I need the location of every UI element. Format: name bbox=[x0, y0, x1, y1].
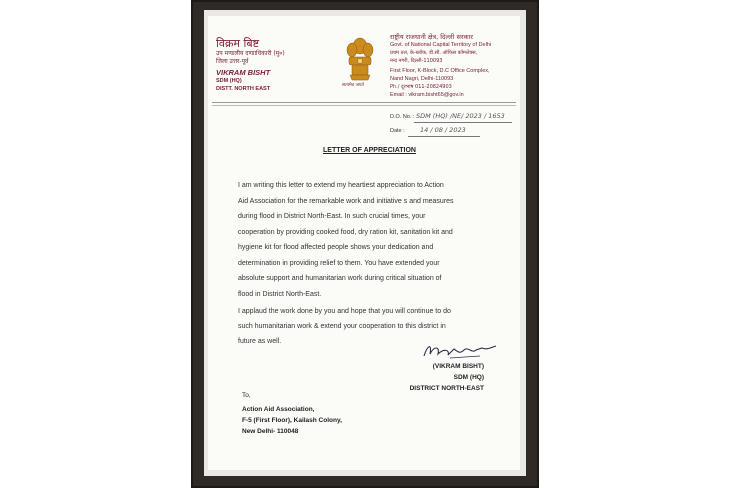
address-line1: First Floor, K-Block, D.C Office Complex, bbox=[390, 68, 490, 74]
do-number-value: SDM (HQ) /NE/ 2023 / 1653 bbox=[416, 112, 505, 120]
sender-name: VIKRAM BISHT bbox=[216, 68, 271, 77]
email: Email : vikram.bisht65@gov.in bbox=[390, 92, 464, 98]
body-line: during flood in District North-East. In such crucial times, your bbox=[238, 213, 426, 220]
date-value: 14 / 08 / 2023 bbox=[420, 126, 466, 134]
body-line: determination in providing relief to them. You have extended your bbox=[238, 260, 440, 267]
body-line: I am writing this letter to extend my heartiest appreciation to Action bbox=[238, 182, 444, 189]
body-line: cooperation by providing cooked food, dry ration kit, sanitation kit and bbox=[238, 229, 453, 236]
header-divider-secondary bbox=[212, 105, 516, 106]
sender-district: DISTT. NORTH EAST bbox=[216, 86, 271, 92]
body-line: such humanitarian work & extend your cooperation to this district in bbox=[238, 323, 446, 330]
address-hindi-line2: नन्द नगरी, दिल्ली-110093 bbox=[390, 58, 443, 64]
recipient-line: Action Aid Association, bbox=[242, 406, 315, 413]
sender-designation: SDM (HQ) bbox=[216, 78, 242, 84]
date-label: Date : bbox=[390, 128, 405, 134]
body-line: Aid Association for the remarkable work and initiative s and measures bbox=[238, 198, 454, 205]
signatory-name: (VIKRAM BISHT) bbox=[432, 363, 484, 370]
body-line: I applaud the work done by you and hope that you will continue to do bbox=[238, 308, 451, 315]
body-line: hygiene kit for flood affected people shows your dedication and bbox=[238, 244, 434, 251]
signatory-designation: SDM (HQ) bbox=[453, 374, 484, 381]
phone: Ph./ दूरभाष 011-20824903 bbox=[390, 84, 452, 90]
recipient-line: New Delhi- 110048 bbox=[242, 428, 299, 435]
body-line: absolute support and humanitarian work during critical situation of bbox=[238, 275, 442, 282]
emblem-caption: सत्यमेव जयते bbox=[342, 83, 365, 88]
recipient-line: F-5 (First Floor), Kailash Colony, bbox=[242, 417, 342, 424]
do-number-line bbox=[414, 122, 512, 123]
letter-title: LETTER OF APPRECIATION bbox=[323, 147, 416, 154]
govt-name: Govt. of National Capital Territory of Delhi bbox=[390, 42, 492, 48]
govt-name-hindi: राष्ट्रीय राजधानी क्षेत्र, दिल्ली सरकार bbox=[390, 33, 473, 41]
appreciation-letter bbox=[208, 16, 520, 470]
body-line: flood in District North-East. bbox=[238, 291, 322, 298]
header-divider bbox=[212, 102, 516, 103]
sender-name-hindi: विक्रम बिष्ट bbox=[216, 37, 260, 50]
date-line bbox=[408, 136, 480, 137]
do-number-label: D.O. No. : bbox=[390, 114, 415, 120]
national-emblem-icon bbox=[344, 36, 376, 94]
address-line2: Nand Nagri, Delhi-110093 bbox=[390, 76, 454, 82]
sender-designation-hindi: उप मण्डलीय दण्डाधिकारी (मु०) bbox=[216, 50, 285, 57]
body-line: future as well. bbox=[238, 338, 282, 345]
address-hindi-line1: प्रथम तल, के-ब्लॉक, डी.सी. ऑफिस कॉम्प्लेक्स, bbox=[390, 50, 478, 56]
signatory-district: DISTRICT NORTH-EAST bbox=[409, 385, 484, 392]
recipient-salutation: To, bbox=[242, 392, 251, 399]
sender-district-hindi: जिला उत्तर-पूर्व bbox=[216, 58, 249, 65]
